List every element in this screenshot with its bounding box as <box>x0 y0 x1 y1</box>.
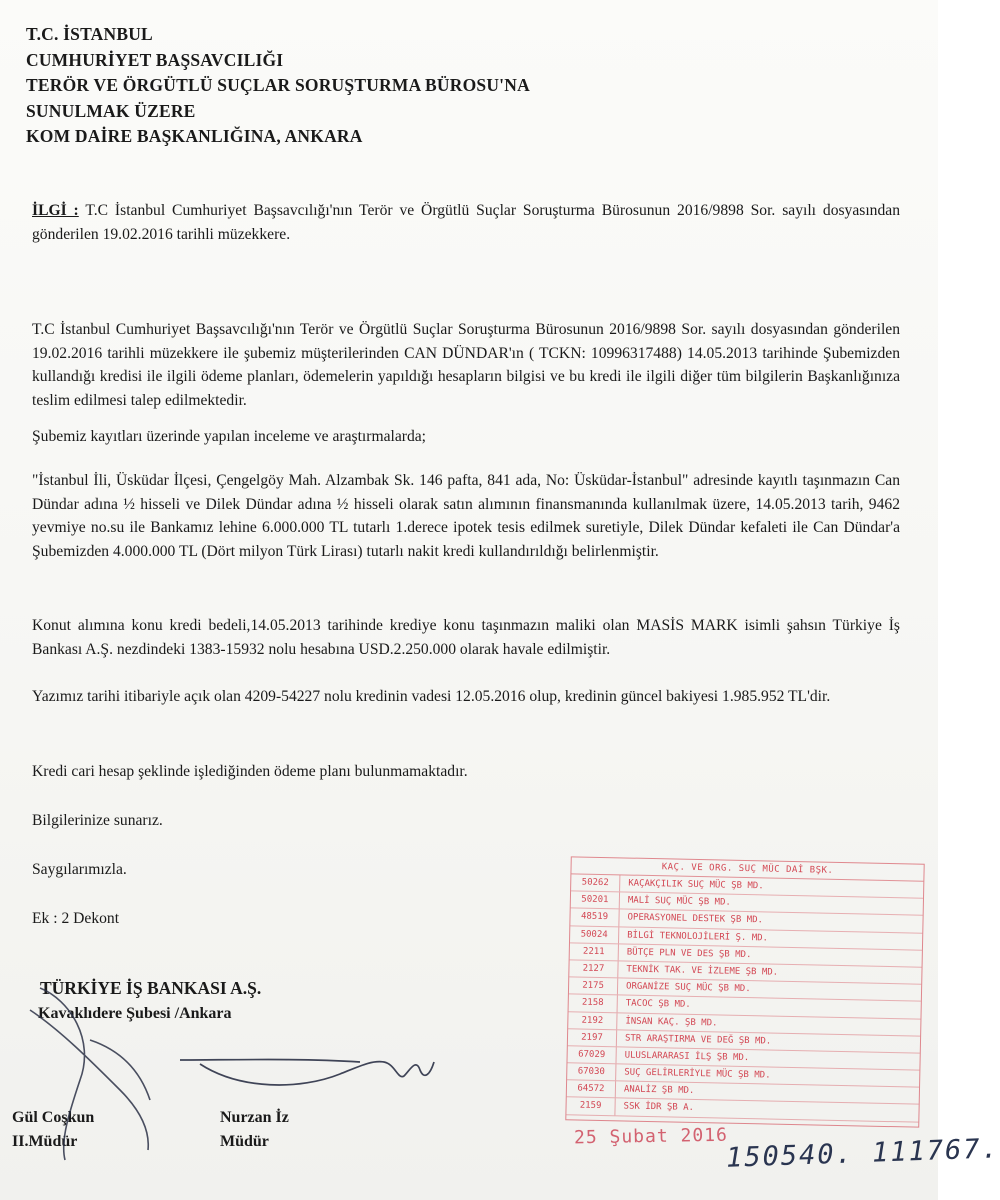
body-paragraph-6: Kredi cari hesap şeklinde işlediğinden ödeme planı bulunmamaktadır. <box>32 763 468 780</box>
addressee-line-1: T.C. İSTANBUL <box>26 24 153 44</box>
stamp-row: 2175 ORGANİZE SUÇ MÜC ŞB MD. <box>569 977 921 1002</box>
stamp-date: 25 Şubat 2016 <box>573 1124 729 1149</box>
stamp-row: 2211 BÜTÇE PLN VE DES ŞB MD. <box>570 943 922 968</box>
bank-name: TÜRKİYE İŞ BANKASI A.Ş. <box>40 978 262 998</box>
body-paragraph-4: Konut alımına konu kredi bedeli,14.05.2013 tarihinde krediye konu taşınmazın maliki olan MASİS MARK isimli şahsın Türkiye İş Bankası A.Ş. nezdindeki 1383-15932 nolu hesabına USD.2.250.000 olarak havale edilmiştir. <box>32 617 900 658</box>
stamp-row: 2159 SSK İDR ŞB A. <box>566 1098 918 1123</box>
incoming-registry-stamp <box>565 856 924 1127</box>
addressee-line-5: KOM DAİRE BAŞKANLIĞINA, ANKARA <box>26 126 363 146</box>
stamp-row: 2192 İNSAN KAÇ. ŞB MD. <box>568 1012 920 1037</box>
branch-name: Kavaklıdere Şubesi /Ankara <box>38 1005 232 1022</box>
stamp-row: 48519 OPERASYONEL DESTEK ŞB MD. <box>570 909 922 934</box>
reference-label: İLGİ : <box>32 202 79 219</box>
addressee-line-3: TERÖR VE ÖRGÜTLÜ SUÇLAR SORUŞTURMA BÜROSU'NA <box>26 75 530 95</box>
signer-2-name: Nurzan İz <box>220 1109 289 1126</box>
stamp-row: 67030 SUÇ GELİRLERİYLE MÜC ŞB MD. <box>567 1063 919 1088</box>
stamp-row: 2197 STR ARAŞTIRMA VE DEĞ ŞB MD. <box>568 1029 920 1054</box>
signer-2 <box>220 1106 289 1154</box>
body-paragraph-3: "İstanbul İli, Üsküdar İlçesi, Çengelgöy Mah. Alzambak Sk. 146 pafta, 841 ada, No: Üsküdar-İstanbul" adresinde kayıtlı taşınmazın Can Dündar adına ½ hisseli ve Dilek Dündar adına ½ hisseli olarak satın alımının finansmanında kullanılmak üzere, 14.05.2013 tarih, 9462 yevmiye no.su ile Bankamız lehine 6.000.000 TL tutarlı 1.derece ipotek tesis edilmek suretiyle, Dilek Dündar kefaleti ile Can Dündar'a Şubemizden 4.000.000 TL (Dört milyon Türk Lirası) tutarlı nakit kredi kullandırıldığı belirlenmiştir. <box>32 472 900 560</box>
signer-2-title: Müdür <box>220 1133 269 1150</box>
body-paragraph-5: Yazımız tarihi itibariyle açık olan 4209-54227 nolu kredinin vadesi 12.05.2016 olup, kredinin güncel bakiyesi 1.985.952 TL'dir. <box>32 688 831 705</box>
signer-1-title: II.Müdür <box>12 1133 78 1150</box>
addressee-line-2: CUMHURİYET BAŞSAVCILIĞI <box>26 49 284 70</box>
closing-line: Bilgilerinize sunarız. <box>32 812 163 829</box>
addressee-block <box>26 22 530 150</box>
reference-paragraph <box>32 199 900 246</box>
stamp-row: 67029 ULUSLARARASI İLŞ ŞB MD. <box>567 1046 919 1071</box>
stamp-row: 50024 BİLGİ TEKNOLOJİLERİ Ş. MD. <box>570 926 922 951</box>
handwritten-registry-number: 150540. 111767. <box>725 1133 1000 1174</box>
reference-text: T.C İstanbul Cumhuriyet Başsavcılığı'nın Terör ve Örgütlü Suçlar Soruşturma Bürosunun 2016/9898 Sor. sayılı dosyasından gönderilen 19.02.2016 tarihli müzekkere. <box>32 202 900 243</box>
attachment-line: Ek : 2 Dekont <box>32 910 120 927</box>
stamp-row: 50262 KAÇAKÇILIK SUÇ MÜC ŞB MD. <box>571 874 923 899</box>
stamp-row: 2127 TEKNİK TAK. VE İZLEME ŞB MD. <box>569 960 921 985</box>
signer-1 <box>12 1106 94 1154</box>
stamp-title: KAÇ. VE ORG. SUÇ MÜC DAİ BŞK. <box>571 857 923 881</box>
signature-2-stroke <box>180 1060 434 1085</box>
body-paragraph-1: T.C İstanbul Cumhuriyet Başsavcılığı'nın Terör ve Örgütlü Suçlar Soruşturma Bürosunun 2016/9898 Sor. sayılı dosyasından gönderilen 19.02.2016 tarihli müzekkere ile şubemiz müşterilerinden CAN DÜNDAR'ın ( TCKN: 10996317488) 14.05.2013 tarihinde Şubemizden kullandığı kredisi ile ilgili ödeme planları, ödemelerin yapıldığı hesapların bilgisi ve bu kredi ile ilgili diğer tüm bilgilerin Başkanlığınıza teslim edilmesi talep edilmektedir. <box>32 321 900 409</box>
stamp-row: 64572 ANALİZ ŞB MD. <box>567 1081 919 1106</box>
stamp-row: 2158 TACOC ŞB MD. <box>569 995 921 1020</box>
regards-line: Saygılarımızla. <box>32 861 127 878</box>
body-paragraph-2: Şubemiz kayıtları üzerinde yapılan inceleme ve araştırmalarda; <box>32 428 427 445</box>
signer-1-name: Gül Coşkun <box>12 1109 95 1126</box>
stamp-row: 50201 MALİ SUÇ MÜC ŞB MD. <box>571 892 923 917</box>
addressee-line-4: SUNULMAK ÜZERE <box>26 100 196 121</box>
